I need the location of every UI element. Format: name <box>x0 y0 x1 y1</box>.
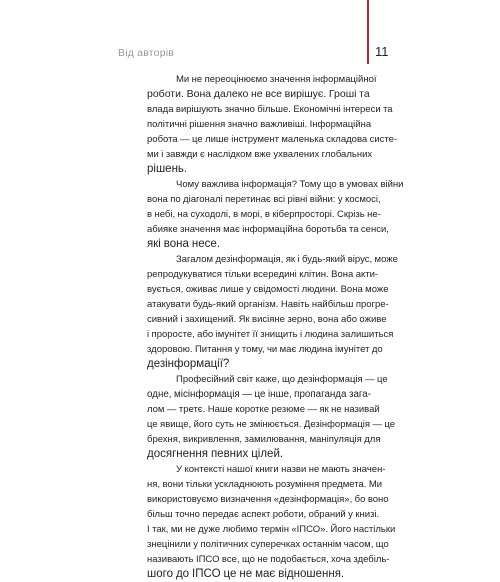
running-head: Від авторів <box>118 47 175 59</box>
text-line: знецінили у політичних суперечках останнім часом, що <box>147 539 389 550</box>
text-line: вона по діагоналі перетинає всі рівні війни: у космосі, <box>147 194 381 205</box>
text-line: І так, ми не дуже любимо термін «ІПСО». Його настільки <box>147 524 396 535</box>
text-line: сивний і захищений. Як висіяне зерно, вона або оживе <box>147 314 387 325</box>
text-line: дезінформації? <box>147 358 230 370</box>
text-line: ми і завжди є наслідком вже ухвалених глобальних <box>147 149 373 160</box>
paragraph <box>118 252 398 372</box>
paragraph <box>118 372 396 462</box>
text-line: це явище, його суть не змінюється. Дезінформація — це <box>147 419 396 430</box>
header-divider <box>367 0 369 64</box>
text-line: вується, оживає лише у свідомості людини. Вона може <box>147 284 389 295</box>
text-line: роботи. Вона далеко не все вирішує. Гроші та <box>147 88 370 100</box>
paragraph <box>118 177 404 252</box>
text-line: рішень. <box>147 163 188 175</box>
text-line: брехня, викривлення, замилювання, маніпуляція для <box>147 434 381 445</box>
text-line: більш точно передає аспект роботи, обраний у книзі. <box>147 509 380 520</box>
text-line: атакувати будь-який організм. Навіть найбільш прогре- <box>147 299 389 310</box>
text-line: одне, місінформація — це інше, пропаганда зага- <box>147 389 372 400</box>
text-line: Загалом дезінформація, як і будь-який вірус, може <box>176 254 398 265</box>
text-line: ня, вони тільки ускладнюють розуміння предмета. Ми <box>147 479 383 490</box>
text-line: влада вирішують значно більше. Економічні інтереси та <box>147 104 393 115</box>
text-line: репродукуватися тільки всередині клітин. Вона акти- <box>147 269 379 280</box>
text-line: робота — це лише інструмент маленька складова систе- <box>147 134 398 145</box>
text-line: використовуємо визначення «дезінформація», бо воно <box>147 494 389 505</box>
text-line: в небі, на суходолі, в морі, в кіберпросторі. Скрізь не- <box>147 209 381 220</box>
text-line: політичні рішення значно важливіші. Інформаційна <box>147 119 372 130</box>
text-block <box>118 72 404 582</box>
text-line: досягнення певних цілей. <box>147 448 284 460</box>
text-line: Ми не переоцінюємо значення інформаційної <box>176 74 377 85</box>
text-line: У контексті нашої книги назви не мають значен- <box>176 464 386 475</box>
text-line: які вона несе. <box>147 238 221 250</box>
text-line: Чому важлива інформація? Тому що в умовах війни <box>176 179 404 190</box>
text-line: називають ІПСО все, що не подобається, хоча здебіль- <box>147 554 390 565</box>
text-line: абияке значення має інформаційна боротьба та сенси, <box>147 224 389 235</box>
text-line: здоровою. Питання у тому, чи має людина імунітет до <box>147 344 383 355</box>
text-line: і проросте, або імунітет її знищить і людина залишиться <box>147 329 394 340</box>
text-line: шого до ІПСО це не має відношення. <box>147 568 345 580</box>
text-line: Професійний світ каже, що дезінформація — це <box>176 374 388 385</box>
text-line: лом — третє. Наше коротке резюме — як не називай <box>147 404 380 415</box>
paragraph <box>118 462 396 582</box>
paragraph <box>118 72 398 177</box>
page-number: 11 <box>375 44 389 59</box>
